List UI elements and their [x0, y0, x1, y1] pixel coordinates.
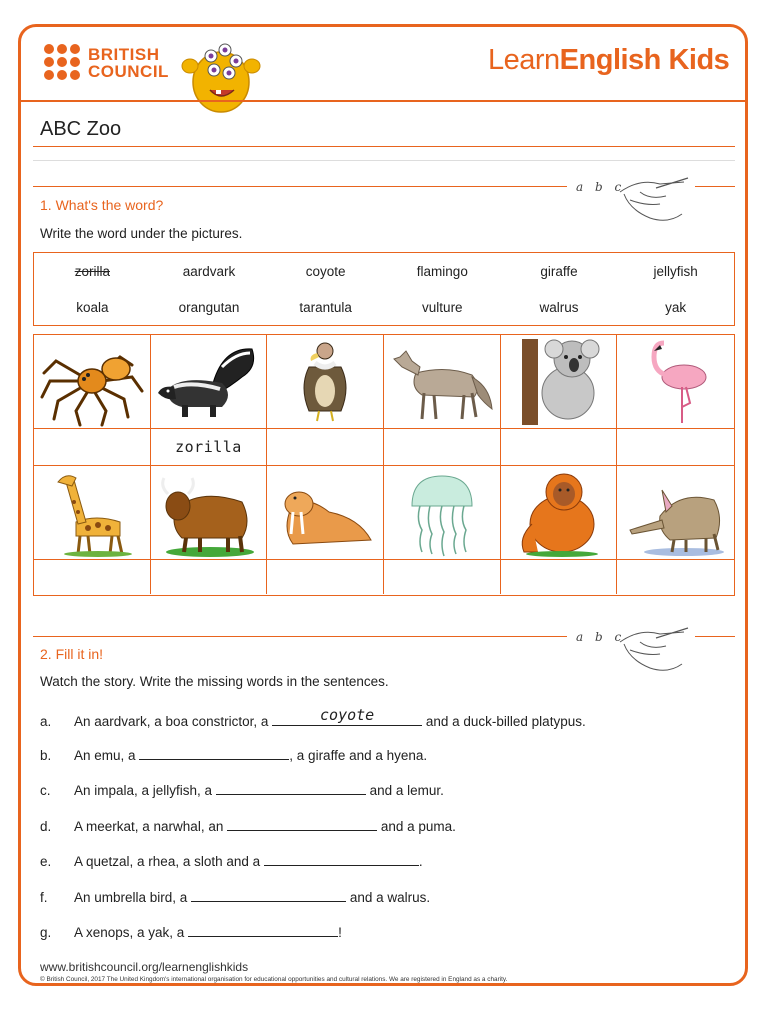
brand-prefix: Learn: [488, 44, 560, 76]
writing-hand-icon: [610, 620, 690, 680]
sentence-row: [40, 816, 456, 834]
section2-rule-right: [695, 636, 735, 637]
sentence-text-before: An aardvark, a boa constrictor, a: [74, 714, 273, 729]
answer-cell[interactable]: [267, 429, 384, 466]
sentence-row: [40, 851, 423, 869]
sentence-row: [40, 780, 444, 798]
sentence-text-after: and a walrus.: [346, 890, 431, 905]
section1-abc: a b c: [576, 180, 626, 194]
answer-blank[interactable]: [227, 816, 377, 831]
sentence-text-after: and a duck-billed platypus.: [422, 714, 586, 729]
section1-heading: 1. What's the word?: [40, 197, 164, 213]
sentence-text-before: An umbrella bird, a: [74, 890, 192, 905]
word-bank-item: orangutan: [178, 299, 240, 315]
logo-dots-icon: [44, 44, 82, 82]
sentence-row: [40, 887, 430, 905]
aardvark-picture: [617, 466, 734, 560]
flamingo-picture: [617, 335, 734, 429]
answer-blank[interactable]: [139, 745, 289, 760]
answer-blank[interactable]: [191, 887, 346, 902]
answer-text: coyote: [320, 706, 375, 724]
writing-hand-icon: [610, 170, 690, 230]
word-bank-item: giraffe: [540, 263, 578, 279]
sentence-text-after: and a puma.: [377, 819, 456, 834]
sentence-row: [40, 745, 427, 763]
section2-instruction: Watch the story. Write the missing words in the sentences.: [40, 674, 389, 689]
section1-rule-right: [695, 186, 735, 187]
answer-cell[interactable]: [384, 429, 501, 466]
walrus-picture: [267, 466, 384, 560]
title-underline: [33, 146, 735, 147]
sentence-text-before: A quetzal, a rhea, a sloth and a: [74, 854, 264, 869]
picture-grid: [33, 334, 735, 596]
jellyfish-picture: [384, 466, 501, 560]
sentence-label: e.: [40, 854, 52, 869]
header-divider: [20, 100, 746, 102]
footer-url[interactable]: www.britishcouncil.org/learnenglishkids: [40, 960, 249, 974]
answer-cell[interactable]: [34, 429, 151, 466]
sentence-row: [40, 922, 342, 940]
answer-blank[interactable]: [272, 706, 422, 726]
sentence-label: g.: [40, 925, 52, 940]
answer-cell[interactable]: [384, 560, 501, 594]
learnenglish-kids-logo: [488, 44, 729, 77]
word-bank-item: vulture: [422, 299, 463, 315]
sentence-text-before: A xenops, a yak, a: [74, 925, 189, 940]
word-bank-item: aardvark: [182, 263, 236, 279]
sentence-text-before: A meerkat, a narwhal, an: [74, 819, 228, 834]
answer-cell[interactable]: [617, 429, 734, 466]
answer-text: zorilla: [175, 438, 242, 456]
answer-cell[interactable]: [267, 560, 384, 594]
answer-cell[interactable]: [617, 560, 734, 594]
section1-instruction: Write the word under the pictures.: [40, 226, 243, 241]
sentence-label: c.: [40, 783, 51, 798]
answer-cell[interactable]: [34, 560, 151, 594]
orangutan-picture: [501, 466, 618, 560]
sentence-label: f.: [40, 890, 48, 905]
tarantula-picture: [34, 335, 151, 429]
section1-rule: [33, 186, 567, 187]
yak-picture: [151, 466, 268, 560]
coyote-picture: [384, 335, 501, 429]
sentence-text-after: and a lemur.: [365, 783, 444, 798]
section2-heading: 2. Fill it in!: [40, 646, 104, 662]
word-bank-item: tarantula: [299, 299, 352, 315]
zorilla-picture: [151, 335, 268, 429]
section2-abc: a b c: [576, 630, 626, 644]
word-bank-item: jellyfish: [653, 263, 698, 279]
brand-suffix: Kids: [668, 44, 730, 76]
sentence-text-after: !: [338, 925, 342, 940]
word-bank-item: koala: [76, 299, 109, 315]
sentence-row: [40, 706, 586, 729]
answer-cell[interactable]: [501, 560, 618, 594]
brand-bold: English: [559, 44, 661, 76]
word-bank-item: coyote: [305, 263, 346, 279]
word-bank-item: zorilla: [74, 263, 110, 279]
title-guideline: [33, 160, 735, 161]
word-bank-item: flamingo: [416, 263, 468, 279]
answer-cell[interactable]: [151, 560, 268, 594]
word-bank-item: yak: [665, 299, 687, 315]
sentence-label: d.: [40, 819, 52, 834]
section2-rule: [33, 636, 567, 637]
koala-picture: [501, 335, 618, 429]
answer-blank[interactable]: [188, 922, 338, 937]
sentence-text-before: An emu, a: [74, 748, 140, 763]
word-bank-item: walrus: [539, 299, 579, 315]
footer-copyright: © British Council, 2017 The United Kingdom's international organisation for educational opportunities and cultural relations. We are registered in England as a charity.: [40, 976, 508, 983]
logo-text-line1: BRITISH: [88, 45, 160, 64]
page-title: ABC Zoo: [40, 118, 122, 140]
sentence-label: a.: [40, 714, 52, 729]
sentence-text-after: , a giraffe and a hyena.: [289, 748, 428, 763]
answer-blank[interactable]: [264, 851, 419, 866]
giraffe-picture: [34, 466, 151, 560]
sentence-text-before: An impala, a jellyfish, a: [74, 783, 216, 798]
word-bank: [33, 252, 735, 326]
sentence-text-after: .: [418, 854, 423, 869]
answer-cell[interactable]: [501, 429, 618, 466]
answer-blank[interactable]: [216, 780, 366, 795]
logo-text-line2: COUNCIL: [88, 62, 169, 81]
vulture-picture: [267, 335, 384, 429]
answer-cell[interactable]: [151, 429, 268, 466]
sentence-label: b.: [40, 748, 52, 763]
